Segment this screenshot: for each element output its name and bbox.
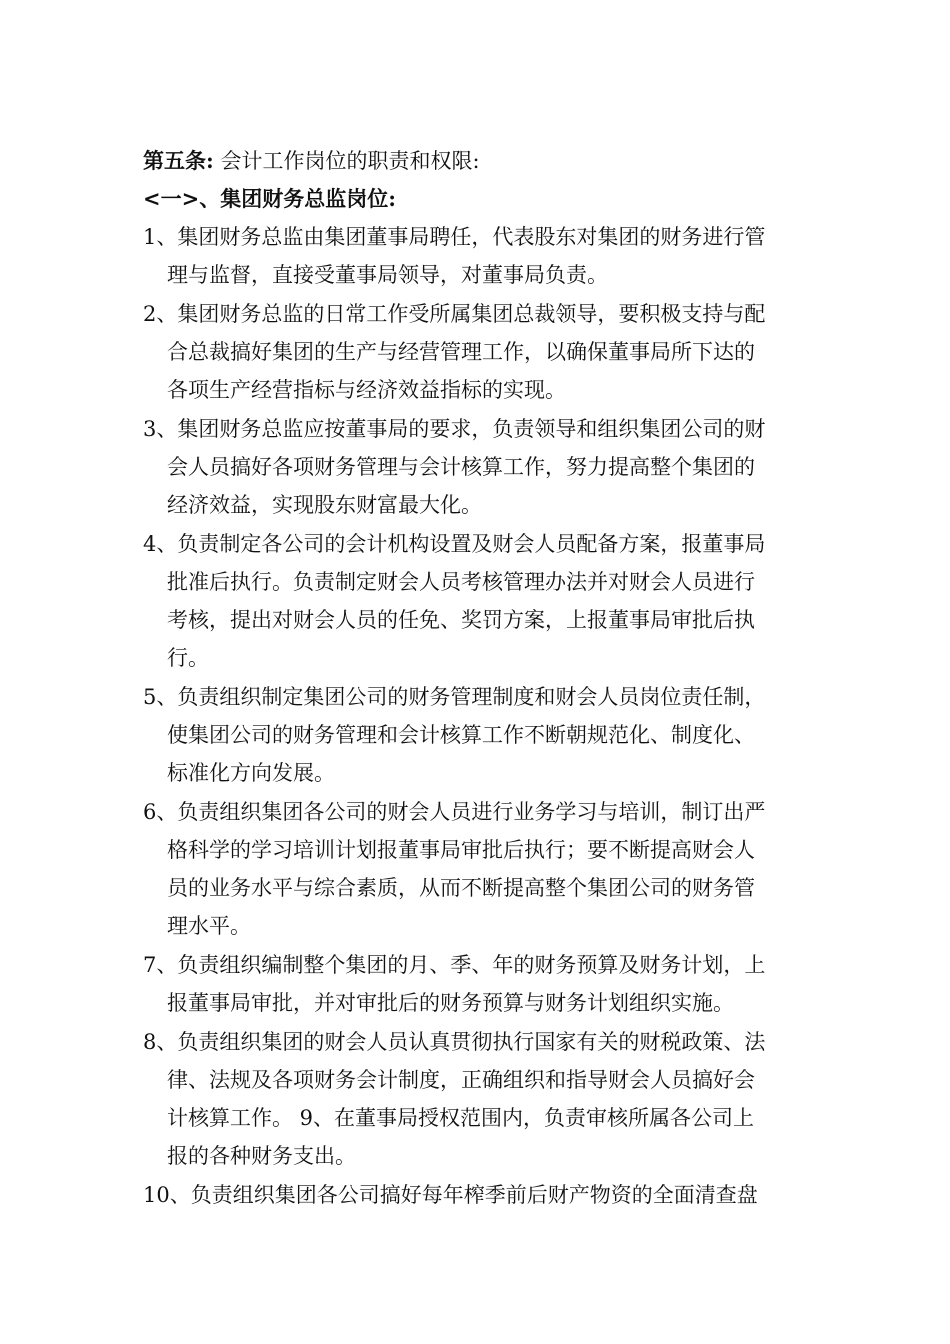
list-item-line: 1、集团财务总监由集团董事局聘任，代表股东对集团的财务进行管: [143, 225, 766, 249]
list-item-line: 会人员搞好各项财务管理与会计核算工作，努力提高整个集团的: [167, 455, 755, 479]
list-item-line: 经济效益，实现股东财富最大化。: [167, 493, 482, 517]
list-item-line: 6、负责组织集团各公司的财会人员进行业务学习与培训，制订出严: [143, 800, 766, 824]
list-item-line: 行。: [167, 646, 209, 670]
list-item-line: 4、负责制定各公司的会计机构设置及财会人员配备方案，报董事局: [143, 532, 766, 556]
article-title: 会计工作岗位的职责和权限:: [213, 149, 480, 173]
list-item-line: 计核算工作。 9、在董事局授权范围内，负责审核所属各公司上: [167, 1106, 755, 1130]
list-item-line: 8、负责组织集团的财会人员认真贯彻执行国家有关的财税政策、法: [143, 1030, 766, 1054]
list-item-line: 10、负责组织集团各公司搞好每年榨季前后财产物资的全面清查盘: [143, 1183, 758, 1207]
list-item: [143, 218, 813, 294]
list-item-line: 标准化方向发展。: [167, 761, 335, 785]
list-item-line: 报董事局审批，并对审批后的财务预算与财务计划组织实施。: [167, 991, 734, 1015]
list-item: [143, 793, 813, 945]
list-item-line: 3、集团财务总监应按董事局的要求，负责领导和组织集团公司的财: [143, 417, 766, 441]
list-item-line: 合总裁搞好集团的生产与经营管理工作，以确保董事局所下达的: [167, 340, 755, 364]
list-item-line: 5、负责组织制定集团公司的财务管理制度和财会人员岗位责任制，: [143, 685, 766, 709]
list-item-line: 理与监督，直接受董事局领导，对董事局负责。: [167, 263, 608, 287]
list-item-line: 7、负责组织编制整个集团的月、季、年的财务预算及财务计划，上: [143, 953, 766, 977]
article-heading: [143, 142, 813, 180]
list-item-line: 使集团公司的财务管理和会计核算工作不断朝规范化、制度化、: [167, 723, 755, 747]
list-item-line: 2、集团财务总监的日常工作受所属集团总裁领导，要积极支持与配: [143, 302, 766, 326]
list-item-line: 律、法规及各项财务会计制度，正确组织和指导财会人员搞好会: [167, 1068, 755, 1092]
list-item: [143, 525, 813, 677]
article-label: 第五条: [143, 148, 206, 173]
list-item: [143, 410, 813, 524]
list-item: [143, 295, 813, 409]
list-item-line: 考核，提出对财会人员的任免、奖罚方案，上报董事局审批后执: [167, 608, 755, 632]
list-item-line: 格科学的学习培训计划报董事局审批后执行；要不断提高财会人: [167, 838, 755, 862]
article-colon: :: [206, 148, 214, 173]
list-item: [143, 1023, 813, 1175]
document-body: [143, 142, 813, 1214]
list-item: [143, 946, 813, 1022]
section-heading: <一>、集团财务总监岗位:: [143, 186, 396, 211]
list-item: [143, 1176, 813, 1214]
list-item-line: 员的业务水平与综合素质，从而不断提高整个集团公司的财务管: [167, 876, 755, 900]
list-item: [143, 678, 813, 792]
list-item-line: 各项生产经营指标与经济效益指标的实现。: [167, 378, 566, 402]
list-item-line: 报的各种财务支出。: [167, 1144, 356, 1168]
list-item-line: 理水平。: [167, 914, 251, 938]
list-item-line: 批准后执行。负责制定财会人员考核管理办法并对财会人员进行: [167, 570, 755, 594]
